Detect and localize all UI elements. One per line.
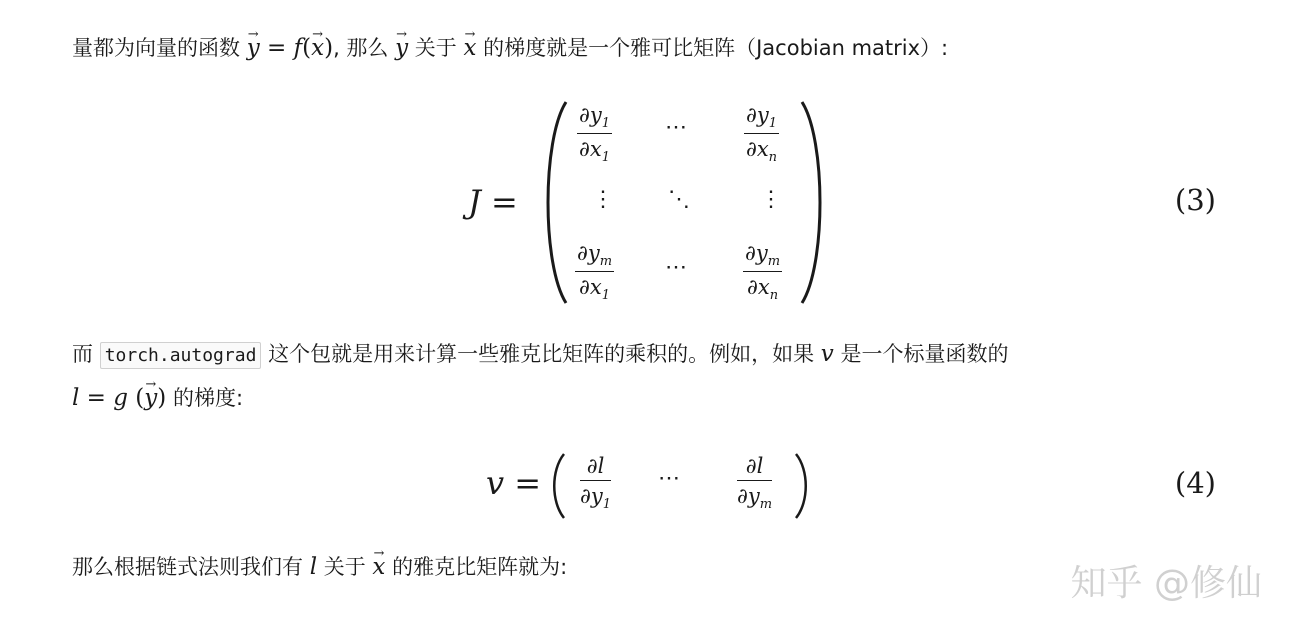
para3-text-3: 的雅克比矩阵就为: <box>385 555 568 579</box>
zhihu-watermark: 知乎 @修仙 <box>1070 563 1262 604</box>
math-vec-x-3: → x <box>372 552 385 582</box>
math-lparen-2: ( <box>128 385 145 411</box>
para2-text-4: 的梯度: <box>166 386 244 410</box>
math-rparen: ) <box>324 35 334 61</box>
hdots-row-1: ⋯ <box>665 115 687 140</box>
math-equals: = <box>259 35 294 61</box>
equation-number-3: (3) <box>1174 183 1216 217</box>
para2-text-3: 是一个标量函数的 <box>833 342 1009 366</box>
para1-text-1: 量都为向量的函数 <box>72 36 247 60</box>
paragraph-2 <box>72 339 1008 371</box>
math-equals-2: = <box>79 385 114 411</box>
fraction-dy1-dx1: $\frac{\partial y_1}{\partial x_1}$ <box>579 103 611 166</box>
fraction-dym-dx1: $\frac{\partial y_m}{\partial x_1}$ <box>577 241 613 304</box>
paragraph-1 <box>72 33 948 63</box>
vdots-col-1: ⋮ <box>592 187 614 212</box>
math-l-2: l <box>309 554 318 580</box>
math-l: l <box>72 385 80 411</box>
math-vec-y: → y <box>247 33 260 63</box>
right-paren-icon-2 <box>792 452 812 520</box>
left-paren-icon <box>540 100 570 305</box>
paragraph-3 <box>72 552 567 582</box>
para2-text-2: 这个包就是用来计算一些雅克比矩阵的乘积的。例如，如果 <box>261 342 821 366</box>
right-paren-icon <box>798 100 828 305</box>
eq4-lhs: v = <box>486 464 542 502</box>
para1-text-4: 的梯度就是一个雅可比矩阵（Jacobian matrix）: <box>476 36 949 60</box>
left-paren-icon-2 <box>548 452 568 520</box>
para3-text-1: 那么根据链式法则我们有 <box>72 555 310 579</box>
hdots-row-3: ⋯ <box>665 255 687 280</box>
eq3-lhs: J = <box>468 183 518 221</box>
math-vec-y-2: → y <box>395 33 408 63</box>
fraction-dl-dy1: $\frac{\partial l}{\partial y_1}$ <box>580 454 612 513</box>
math-v: v <box>820 341 834 367</box>
vdots-col-3: ⋮ <box>760 187 782 212</box>
equation-3 <box>0 95 1298 310</box>
equation-4 <box>0 450 1298 522</box>
fraction-dym-dxn: $\frac{\partial y_m}{\partial x_n}$ <box>745 241 781 304</box>
math-f: f <box>293 35 303 61</box>
para1-text-2: , 那么 <box>333 36 396 60</box>
para1-text-3: 关于 <box>408 36 464 60</box>
fraction-dy1-dxn: $\frac{\partial y_1}{\partial x_n}$ <box>745 103 778 166</box>
math-g: g <box>113 385 128 411</box>
math-vec-x: → x <box>311 33 324 63</box>
para2-text-1: 而 <box>72 342 100 366</box>
equation-number-4: (4) <box>1174 466 1216 500</box>
inline-code-torch-autograd: torch.autograd <box>100 342 262 369</box>
ddots: ⋱ <box>668 187 690 212</box>
math-vec-y-3: → y <box>144 383 157 413</box>
paragraph-2-line-2 <box>72 383 243 413</box>
math-rparen-2: ) <box>157 385 167 411</box>
fraction-dl-dym: $\frac{\partial l}{\partial y_m}$ <box>737 454 773 513</box>
math-lparen: ( <box>302 35 312 61</box>
math-vec-x-2: → x <box>463 33 476 63</box>
para3-text-2: 关于 <box>317 555 373 579</box>
hdots-vector: ⋯ <box>658 466 680 491</box>
